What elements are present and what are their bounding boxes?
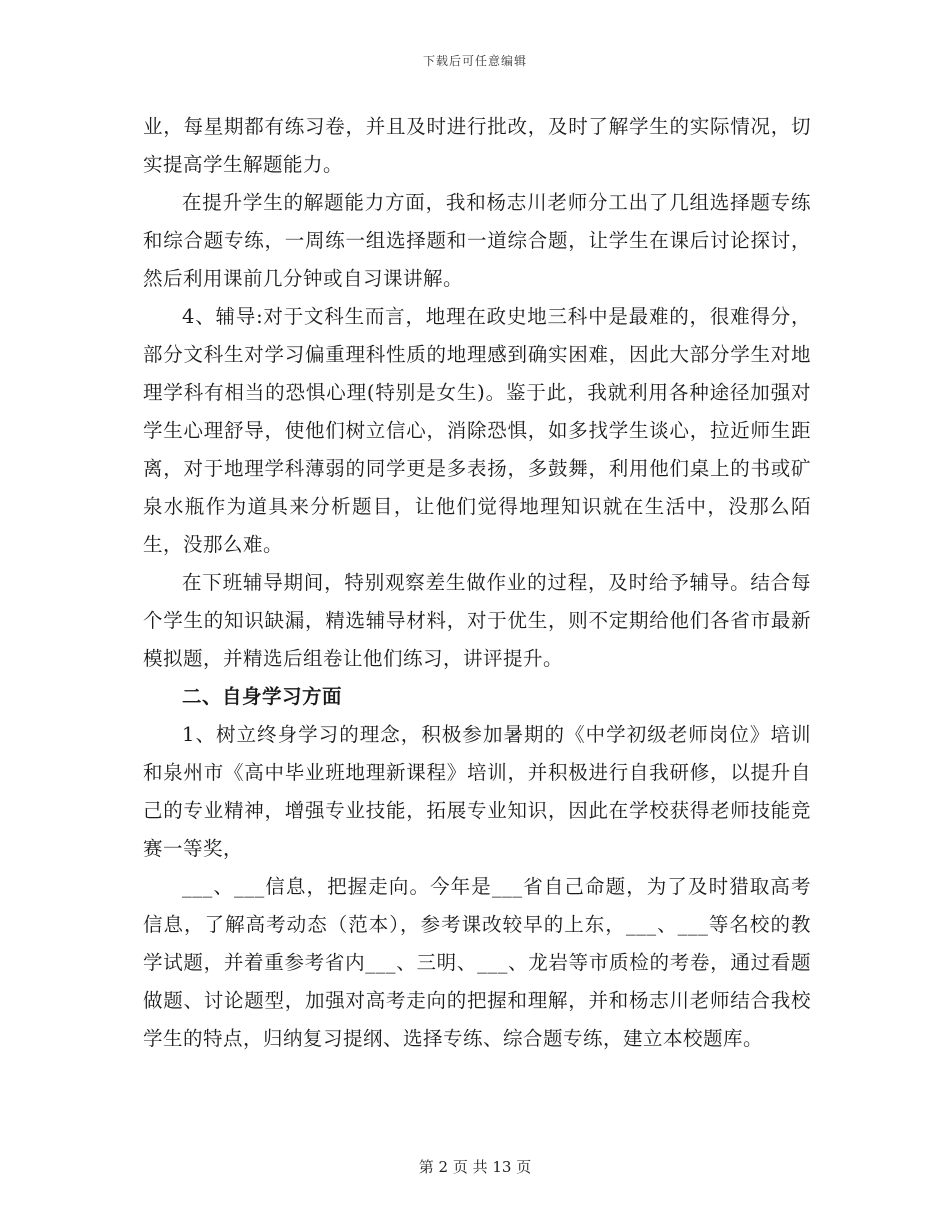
paragraph-exam-information: ___、___信息，把握走向。今年是___省自己命题，为了及时猎取高考信息，了解高考动态（范本），参考课改较早的上东，___、___等名校的教学试题，并着重参考省内___、三明、___、龙岩等市质检的考卷，通过看题做题、讨论题型，加强对高考走向的把握和理解，并和杨志川老师结合我校学生的特点，归纳复习提纲、选择专练、综合题专练，建立本校题库。 [143, 875, 811, 1050]
paragraph-problem-solving: 在提升学生的解题能力方面，我和杨志川老师分工出了几组选择题专练和综合题专练，一周练一组选择题和一道综合题，让学生在课后讨论探讨，然后利用课前几分钟或自习课讲解。 [143, 191, 811, 290]
paragraph-tutoring: 4、辅导:对于文科生而言，地理在政史地三科中是最难的，很难得分，部分文科生对学习偏重理科性质的地理感到确实困难，因此大部分学生对地理学科有相当的恐惧心理(特别是女生)。鉴于此，我就利用各种途径加强对学生心理舒导，使他们树立信心，消除恐惧，如多找学生谈心，拉近师生距离，对于地理学科薄弱的同学更是多表扬，多鼓舞，利用他们桌上的书或矿泉水瓶作为道具来分析题目，让他们觉得地理知识就在生活中，没那么陌生，没那么难。 [143, 305, 811, 556]
page-number-footer: 第 2 页 共 13 页 [418, 1158, 532, 1176]
page-header-note: 下载后可任意编辑 [422, 54, 527, 68]
section-heading-self-study: 二、自身学习方面 [182, 685, 343, 708]
document-body [143, 108, 811, 1058]
paragraph-lifelong-learning: 1、树立终身学习的理念，积极参加暑期的《中学初级老师岗位》培训和泉州市《高中毕业班地理新课程》培训，并积极进行自我研修，以提升自己的专业精神，增强专业技能，拓展专业知识，因此在学校获得老师技能竞赛一等奖， [143, 723, 811, 860]
paragraph-continuation: 业，每星期都有练习卷，并且及时进行批改，及时了解学生的实际情况，切实提高学生解题能力。 [143, 115, 811, 176]
paragraph-after-class-tutoring: 在下班辅导期间，特别观察差生做作业的过程，及时给予辅导。结合每个学生的知识缺漏，精选辅导材料，对于优生，则不定期给他们各省市最新模拟题，并精选后组卷让他们练习，讲评提升。 [143, 571, 811, 670]
